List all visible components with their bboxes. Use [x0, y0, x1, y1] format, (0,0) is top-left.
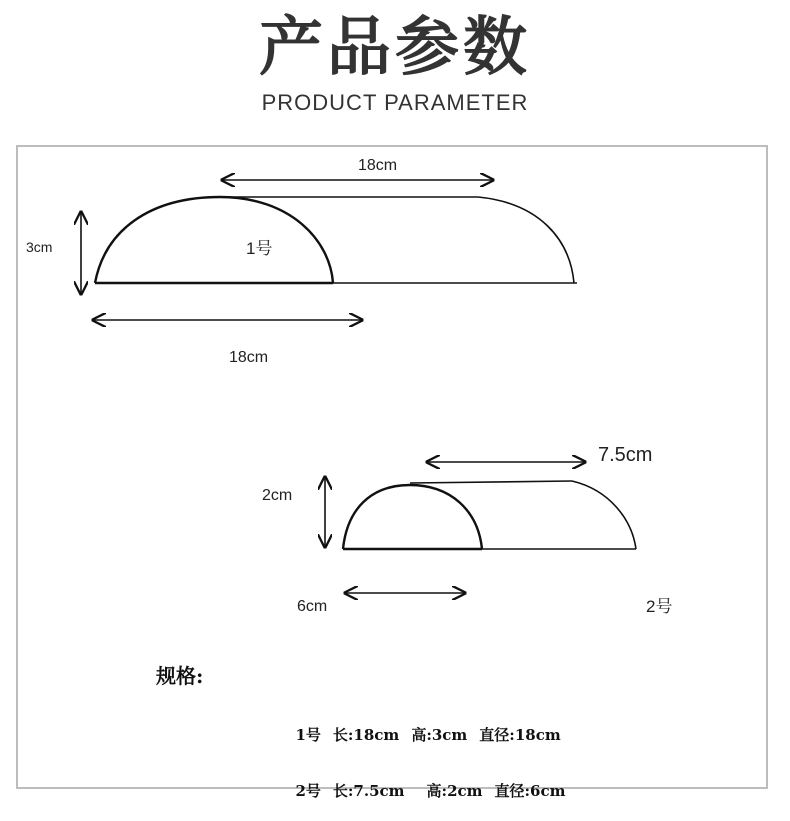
- spec-row-2-height: 高:2cm: [426, 782, 483, 800]
- spec-row-2-length: 长:7.5cm: [332, 782, 405, 800]
- spec-title: 规格:: [156, 664, 204, 688]
- spec-row-1-id: 1号: [295, 726, 321, 744]
- item1-top-length-label: 18cm: [358, 157, 398, 174]
- item2-shape: [343, 481, 636, 549]
- item2-front-arc: [343, 485, 482, 549]
- item1-bottom-length-label: 18cm: [229, 349, 269, 366]
- item1-shape: [95, 197, 577, 283]
- item2-bottom-length-label: 6cm: [297, 598, 328, 615]
- item1-front-arc: [95, 197, 333, 283]
- spec-row-1-diameter: 直径:18cm: [479, 726, 561, 744]
- spec-row-1-height: 高:3cm: [411, 726, 468, 744]
- item1-back-arc: [478, 197, 574, 283]
- spec-row-1: [285, 706, 573, 745]
- item2-top-length-label: 7.5cm: [598, 444, 653, 466]
- item1-label: 1号: [246, 239, 273, 258]
- item1-height-label: 3cm: [26, 239, 53, 255]
- spec-row-1-length: 长:18cm: [332, 726, 400, 744]
- spec-row-2: [285, 762, 578, 801]
- spec-row-2-diameter: 直径:6cm: [494, 782, 566, 800]
- item2-back-arc: [572, 481, 636, 549]
- spec-row-2-id: 2号: [295, 782, 321, 800]
- item2-label: 2号: [646, 597, 673, 616]
- page-subtitle: PRODUCT PARAMETER: [261, 90, 529, 115]
- page-title: 产品参数: [259, 11, 531, 85]
- item2-top-edge: [410, 481, 572, 483]
- item2-height-label: 2cm: [262, 487, 293, 504]
